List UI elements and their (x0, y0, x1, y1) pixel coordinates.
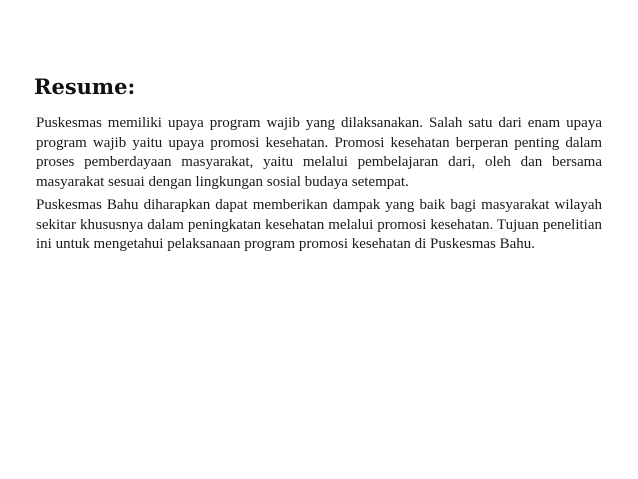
page-title: Resume: (34, 74, 136, 99)
body-text (36, 114, 602, 259)
paragraph-2: Puskesmas Bahu diharapkan dapat memberikan dampak yang baik bagi masyarakat wilayah sekitar khususnya dalam peningkatan kesehatan melalui promosi kesehatan. Tujuan penelitian ini untuk mengetahui pelaksanaan program promosi kesehatan di Puskesmas Bahu. (36, 197, 602, 252)
paragraph-1: Puskesmas memiliki upaya program wajib yang dilaksanakan. Salah satu dari enam upaya program wajib yaitu upaya promosi kesehatan. Promosi kesehatan berperan penting dalam proses pemberdayaan masyarakat, yaitu melalui pembelajaran dari, oleh dan bersama masyarakat sesuai dengan lingkungan sosial budaya setempat. (36, 115, 602, 190)
